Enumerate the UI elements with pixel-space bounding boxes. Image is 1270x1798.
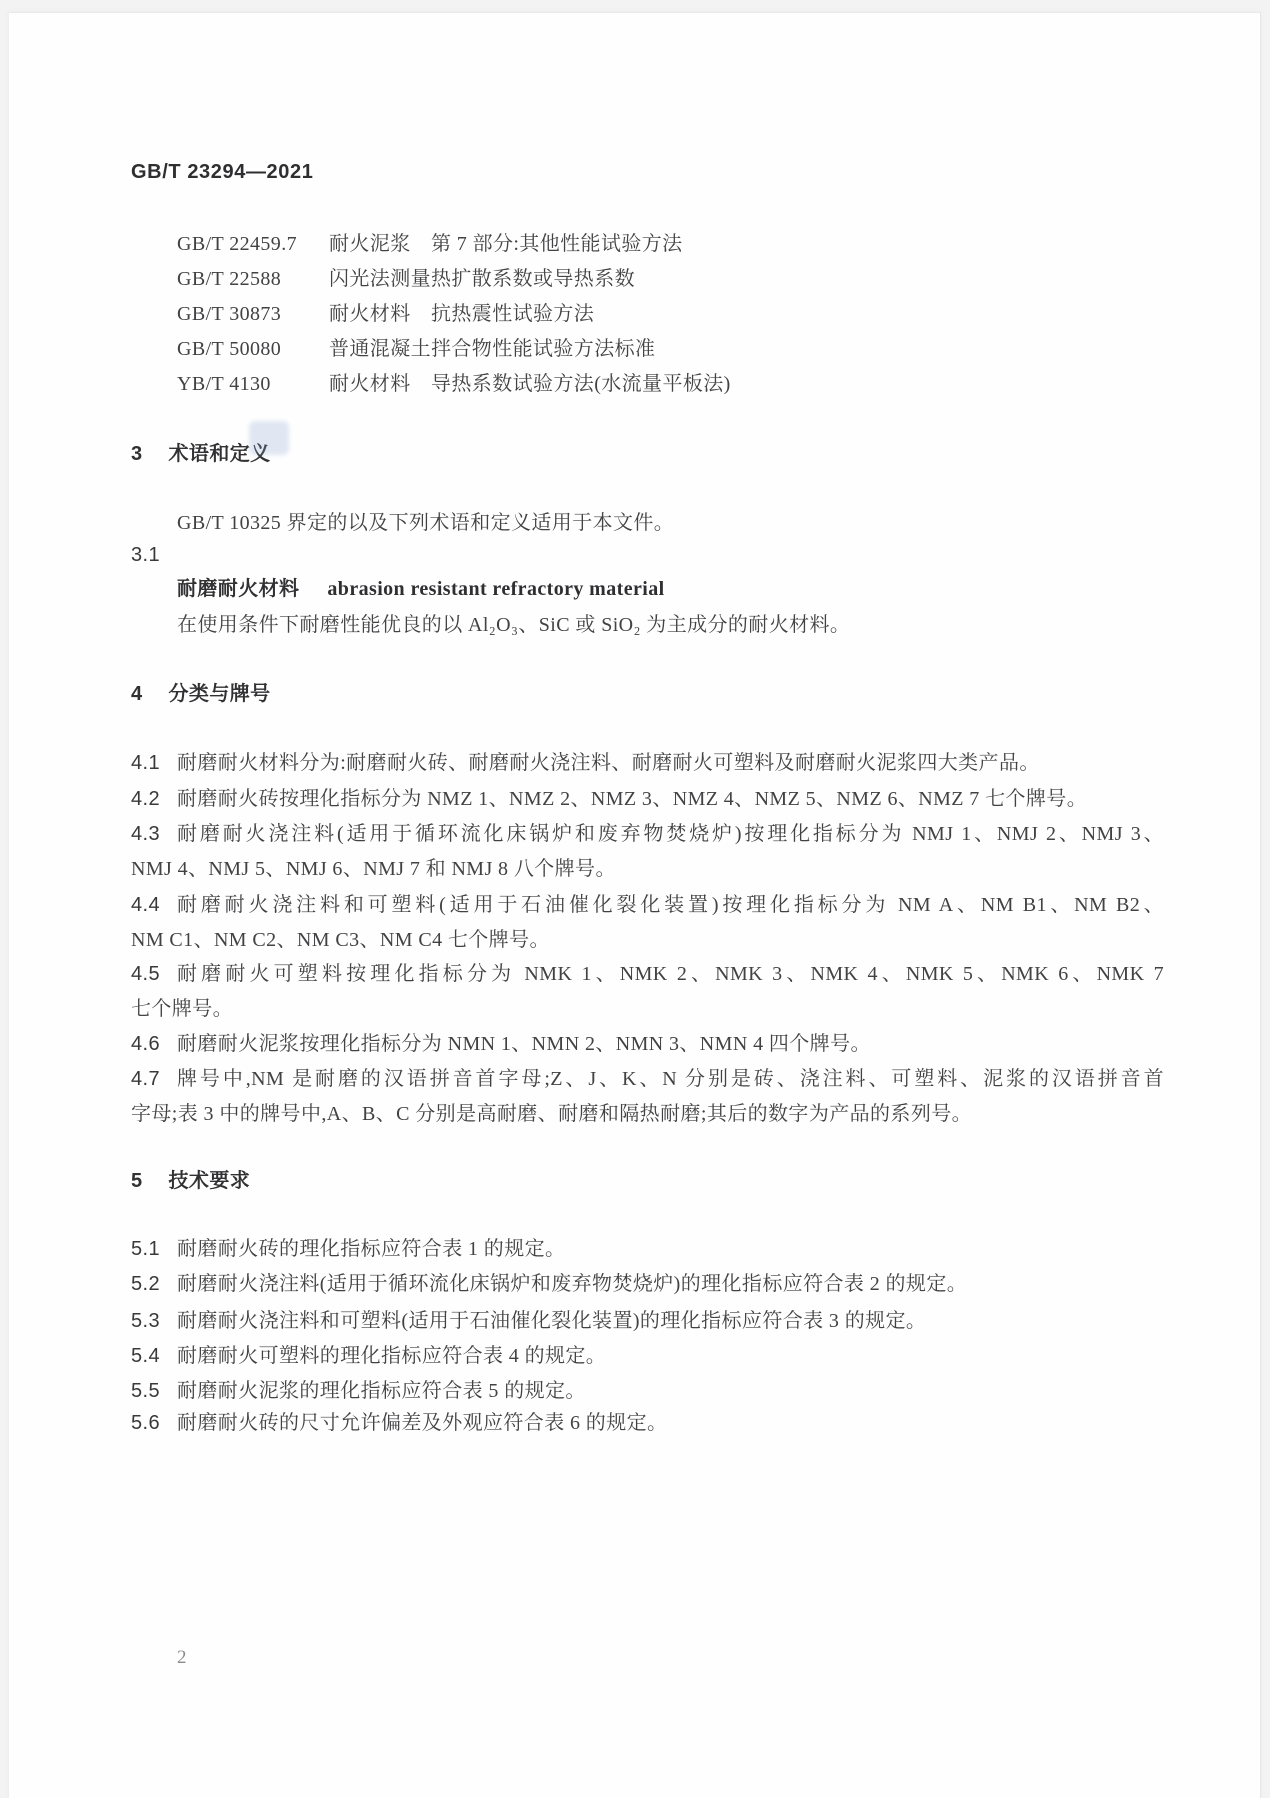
reference-code: GB/T 22588: [177, 268, 282, 290]
clause-5-2: [131, 1271, 1164, 1298]
clause-number: 4.5: [131, 963, 161, 985]
reference-title: 普通混凝土拌合物性能试验方法标准: [329, 338, 656, 360]
clause-4-7-continued: 字母;表 3 中的牌号中,A、B、C 分别是高耐磨、耐磨和隔热耐磨;其后的数字为产品的系列号。: [131, 1103, 973, 1125]
reference-item: [177, 231, 683, 258]
clause-text: 牌号中,NM 是耐磨的汉语拼音首字母;Z、J、K、N 分别是砖、浇注料、可塑料、泥浆的汉语拼音首: [177, 1068, 1164, 1090]
clause-4-2: [131, 786, 1164, 813]
reference-code: GB/T 22459.7: [177, 233, 297, 255]
reference-item: [177, 336, 655, 363]
clause-number: 5.1: [131, 1238, 161, 1260]
reference-item: [177, 301, 594, 328]
clause-4-4-continued: NM C1、NM C2、NM C3、NM C4 七个牌号。: [131, 929, 550, 951]
clause-text: 耐磨耐火砖的尺寸允许偏差及外观应符合表 6 的规定。: [177, 1412, 668, 1434]
clause-4-3-continued: NMJ 4、NMJ 5、NMJ 6、NMJ 7 和 NMJ 8 八个牌号。: [131, 858, 616, 880]
reference-title: 耐火材料 导热系数试验方法(水流量平板法): [329, 373, 731, 395]
term-english: abrasion resistant refractory material: [327, 578, 665, 600]
reference-title: 闪光法测量热扩散系数或导热系数: [329, 268, 635, 290]
clause-4-1: [131, 750, 1164, 777]
clause-text: 耐磨耐火砖按理化指标分为 NMZ 1、NMZ 2、NMZ 3、NMZ 4、NMZ 5、NMZ 6、NMZ 7 七个牌号。: [177, 788, 1088, 810]
clause-number: 5.5: [131, 1380, 161, 1402]
reference-code: GB/T 50080: [177, 338, 282, 360]
section-4-heading: [131, 681, 271, 708]
clause-4-7: [131, 1066, 1164, 1093]
clause-text: 耐磨耐火可塑料的理化指标应符合表 4 的规定。: [177, 1345, 607, 1367]
term-definition: 在使用条件下耐磨性能优良的以 Al₂O₃、SiC 或 SiO₂ 为主成分的耐火材料。: [177, 614, 851, 636]
clause-number: 4.4: [131, 894, 161, 916]
clause-text: 耐磨耐火浇注料(适用于循环流化床锅炉和废弃物焚烧炉)按理化指标分为 NMJ 1、NMJ 2、NMJ 3、: [177, 823, 1164, 845]
reference-title: 耐火材料 抗热震性试验方法: [329, 303, 595, 325]
clause-text: 耐磨耐火可塑料按理化指标分为 NMK 1、NMK 2、NMK 3、NMK 4、NMK 5、NMK 6、NMK 7: [177, 963, 1164, 985]
clause-text: 耐磨耐火浇注料和可塑料(适用于石油催化裂化装置)的理化指标应符合表 3 的规定。: [177, 1310, 927, 1332]
clause-number: 5.4: [131, 1345, 161, 1367]
reference-item: [177, 266, 635, 293]
section-number: 3: [131, 443, 143, 465]
section-title: 术语和定义: [168, 443, 271, 465]
clause-number: 5.2: [131, 1273, 161, 1295]
section-title: 技术要求: [168, 1170, 251, 1192]
clause-5-4: [131, 1343, 1164, 1370]
term-chinese: 耐磨耐火材料: [177, 578, 300, 600]
clause-5-6: [131, 1410, 1164, 1437]
clause-3-1-number: 3.1: [131, 544, 161, 566]
clause-number: 4.6: [131, 1033, 161, 1055]
reference-item: [177, 371, 731, 398]
clause-number: 5.6: [131, 1412, 161, 1434]
clause-4-5-continued: 七个牌号。: [131, 998, 233, 1020]
section-number: 5: [131, 1170, 143, 1192]
section-title: 分类与牌号: [168, 683, 271, 705]
clause-text: 耐磨耐火泥浆按理化指标分为 NMN 1、NMN 2、NMN 3、NMN 4 四个牌号。: [177, 1033, 871, 1055]
paper-sheet: [8, 12, 1261, 1798]
reference-title: 耐火泥浆 第 7 部分:其他性能试验方法: [329, 233, 683, 255]
clause-number: 4.3: [131, 823, 161, 845]
section-5-heading: [131, 1168, 250, 1195]
clause-text: 耐磨耐火泥浆的理化指标应符合表 5 的规定。: [177, 1380, 586, 1402]
clause-4-5: [131, 961, 1164, 988]
clause-4-3: [131, 821, 1164, 848]
clause-number: 4.1: [131, 752, 161, 774]
clause-text: 耐磨耐火砖的理化指标应符合表 1 的规定。: [177, 1238, 566, 1260]
clause-5-5: [131, 1378, 1164, 1405]
page-number: 2: [177, 1647, 187, 1668]
clause-text: 耐磨耐火浇注料和可塑料(适用于石油催化裂化装置)按理化指标分为 NM A、NM B1、NM B2、: [177, 894, 1164, 916]
clause-4-6: [131, 1031, 1164, 1058]
watermark-smudge: [249, 421, 289, 455]
reference-code: GB/T 30873: [177, 303, 282, 325]
clause-number: 5.3: [131, 1310, 161, 1332]
reference-code: YB/T 4130: [177, 373, 271, 395]
term-entry-line: [177, 576, 665, 603]
section-number: 4: [131, 683, 143, 705]
clause-number: 4.2: [131, 788, 161, 810]
clause-text: 耐磨耐火浇注料(适用于循环流化床锅炉和废弃物焚烧炉)的理化指标应符合表 2 的规定。: [177, 1273, 968, 1295]
terms-intro: GB/T 10325 界定的以及下列术语和定义适用于本文件。: [177, 512, 675, 534]
clause-number: 4.7: [131, 1068, 161, 1090]
clause-text: 耐磨耐火材料分为:耐磨耐火砖、耐磨耐火浇注料、耐磨耐火可塑料及耐磨耐火泥浆四大类产品。: [177, 752, 1040, 774]
clause-4-4: [131, 892, 1164, 919]
standard-number-header: GB/T 23294—2021: [131, 161, 314, 183]
clause-5-1: [131, 1236, 1164, 1263]
clause-5-3: [131, 1308, 1164, 1335]
